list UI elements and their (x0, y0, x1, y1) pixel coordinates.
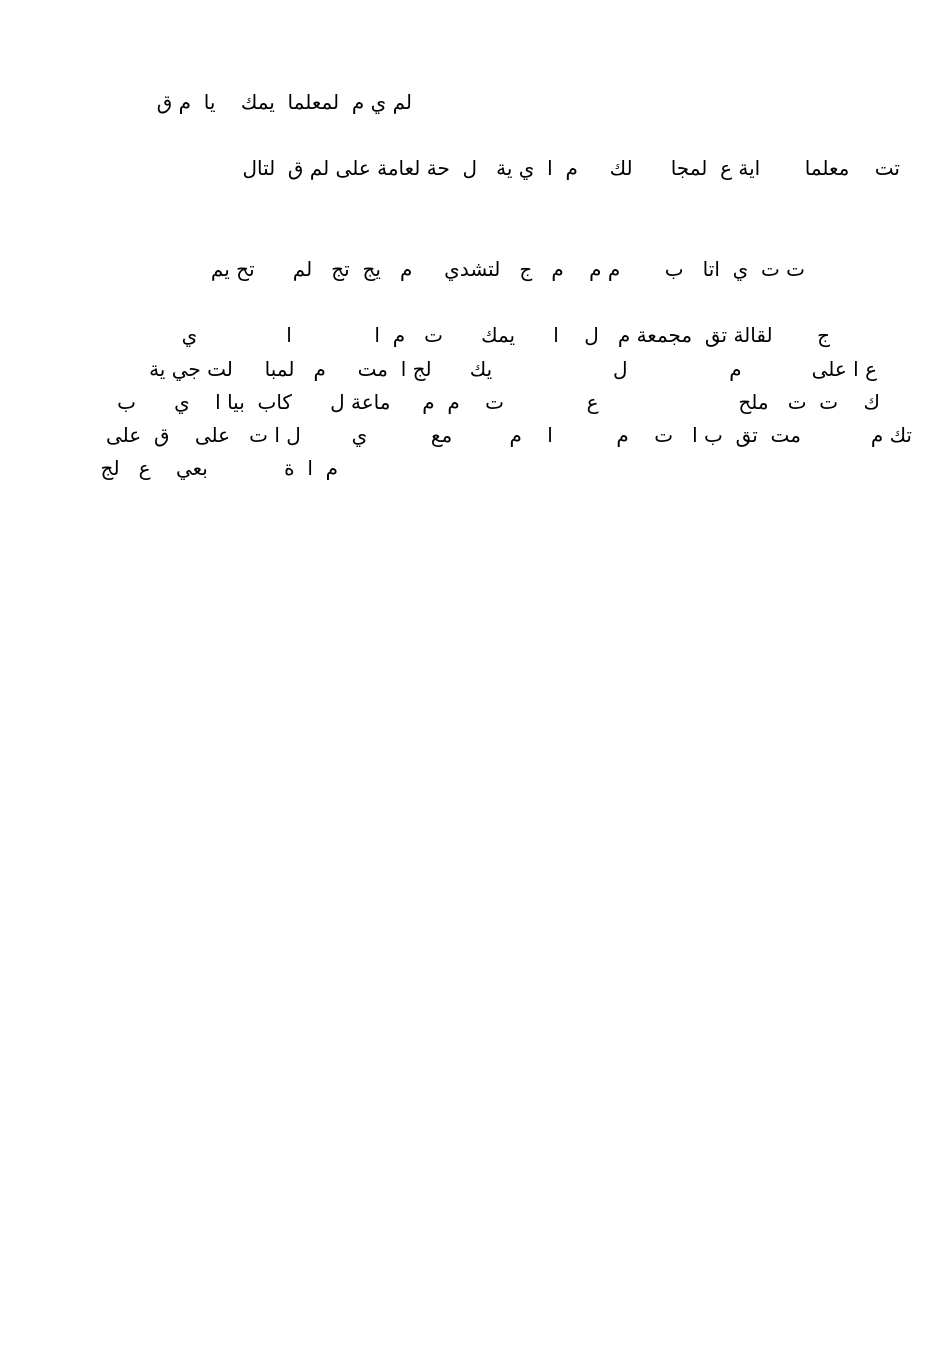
body-line: تك م مت تق ب ا ت م ا م مع ي ل ا ت على ق على (106, 423, 912, 447)
body-line: ج لقالة تق مجمعة م ل ا يمك ت م ا ا ي (181, 323, 830, 347)
body-line: ك ت ت ملح ع ت م م ماعة ل كاب بيا ا ي ب (117, 390, 880, 414)
body-line: م ا ة بعي ع لج (100, 456, 338, 480)
document-subtitle: تت معلما اية ع لمجا لك م ا ي ية ل حة لعامة على لم ق لتال (242, 156, 900, 180)
document-title: لم ي م لمعلما يمك يا م ق (156, 90, 412, 114)
body-line: ع ا على م ل يك لج ا مت م لمبا لت جي ية (149, 357, 877, 381)
paragraph-intro: ت ت ي اتا ب م م م ج لتشدي م يج تج لم تح يم (210, 257, 805, 281)
